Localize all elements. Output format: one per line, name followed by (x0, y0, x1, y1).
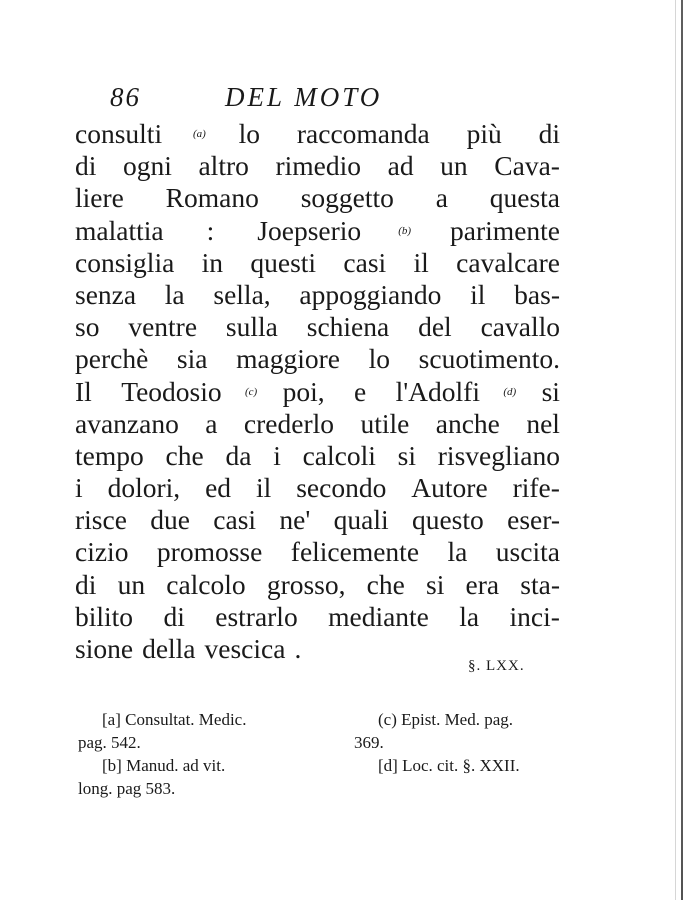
text-line (75, 472, 560, 504)
text-line (75, 343, 560, 375)
word: ne' (279, 504, 311, 536)
word: ventre (128, 311, 198, 343)
word: consiglia (75, 246, 175, 278)
text-line (75, 311, 560, 343)
word: sta- (520, 568, 560, 600)
word: so (75, 311, 100, 343)
word: cavalcare (456, 246, 560, 278)
footnote-line: [d] Loc. cit. §. XXII. (378, 756, 520, 775)
word: rimedio (275, 150, 362, 182)
word: si (397, 439, 416, 471)
footnote-line: [b] Manud. ad vit. (102, 756, 226, 775)
page-number: 86 (110, 82, 141, 112)
word: : (206, 214, 215, 246)
word: si (541, 375, 560, 407)
word: parimente (450, 214, 560, 246)
word: sia (176, 343, 208, 375)
word: sulla (225, 311, 278, 343)
word: la (164, 278, 185, 310)
word: vescica (204, 633, 286, 664)
word: calcoli (302, 439, 376, 471)
word: risvegliano (437, 439, 560, 471)
word: era (465, 568, 500, 600)
word: della (142, 633, 196, 664)
word: appoggiando (299, 278, 442, 310)
word: a (435, 182, 448, 214)
word: liere (75, 182, 124, 214)
text-line (75, 150, 560, 182)
footnotes-right-column (354, 708, 569, 777)
word: un (117, 568, 146, 600)
word: sella, (213, 278, 271, 310)
text-line (75, 408, 560, 440)
footnotes-left-column (78, 708, 328, 800)
word: che (366, 568, 405, 600)
word: che (165, 439, 204, 471)
word: utile (360, 407, 410, 439)
word: quali (333, 504, 389, 536)
word: bas- (514, 278, 560, 310)
word: dolori, (107, 472, 181, 504)
word: grosso, (266, 568, 346, 600)
word: questo (411, 504, 484, 536)
word: poi, (282, 375, 325, 407)
word: malattia (75, 214, 164, 246)
word: consulti (75, 118, 163, 149)
word: avanzano (75, 407, 179, 439)
text-line (75, 601, 560, 633)
word: ogni (122, 150, 172, 182)
word: Romano (165, 182, 259, 214)
word: a (205, 407, 218, 439)
word: lo (368, 343, 391, 375)
footnote-line: pag. 542. (78, 733, 141, 752)
footnote-line: (c) Epist. Med. pag. (378, 710, 514, 729)
word: i (75, 472, 83, 504)
word: di (538, 118, 560, 149)
word: il (413, 246, 429, 278)
word: questa (489, 182, 560, 214)
word: scuotimento. (418, 343, 560, 375)
word: più (466, 118, 502, 149)
word: altro (198, 150, 249, 182)
word: Autore (411, 472, 488, 504)
word: questi (250, 246, 317, 278)
word: un (440, 150, 468, 182)
running-head (110, 82, 440, 122)
word: e (353, 375, 367, 407)
text-line (75, 440, 560, 472)
text-line (75, 182, 560, 214)
word: cavallo (480, 311, 560, 343)
word: rife- (512, 472, 560, 504)
text-line (75, 504, 560, 536)
word: . (294, 633, 302, 664)
word: schiena (306, 311, 390, 343)
footnote-line: 369. (354, 733, 384, 752)
running-title: DEL MOTO (225, 82, 383, 112)
word: promosse (156, 536, 263, 568)
text-line (75, 569, 560, 601)
text-line (75, 118, 560, 150)
body-text (75, 118, 560, 665)
word: i (273, 439, 281, 471)
footnote-line: long. pag 583. (78, 779, 176, 798)
footnote-reference: (a) (192, 128, 206, 140)
word: perchè (75, 343, 149, 375)
binding-edge (681, 0, 683, 900)
word: mediante (328, 600, 429, 632)
word: inci- (509, 600, 560, 632)
word: maggiore (236, 343, 340, 375)
word: raccomanda (296, 118, 430, 149)
word: di (75, 568, 97, 600)
word: anche (435, 407, 500, 439)
word: Il (75, 375, 92, 407)
word: si (426, 568, 445, 600)
word: risce (75, 504, 127, 536)
word: la (447, 536, 468, 568)
word: nel (526, 407, 560, 439)
text-line (75, 376, 560, 408)
word: del (418, 311, 452, 343)
word: tempo (75, 439, 144, 471)
catchword: §. LXX. (468, 658, 525, 674)
word: il (256, 472, 272, 504)
word: il (470, 278, 486, 310)
text-line (75, 536, 560, 568)
word: felicemente (290, 536, 420, 568)
word: Cava- (494, 150, 560, 182)
word: sione (75, 633, 134, 664)
word: estrarlo (215, 600, 298, 632)
text-line (75, 247, 560, 279)
footnote-reference: (b) (398, 224, 412, 237)
word: di (163, 600, 185, 632)
text-line (75, 215, 560, 247)
text-line (75, 279, 560, 311)
word: cizio (75, 536, 129, 568)
word: l'Adolfi (395, 375, 480, 407)
word: in (201, 246, 224, 278)
word: di (75, 150, 97, 182)
word: casi (213, 504, 257, 536)
word: ed (205, 472, 232, 504)
word: calcolo (166, 568, 246, 600)
word: secondo (296, 472, 387, 504)
word: lo (238, 118, 261, 149)
word: ad (387, 150, 414, 182)
binding-shadow (675, 0, 676, 900)
word: soggetto (300, 182, 394, 214)
word: casi (343, 246, 387, 278)
footnote-line: [a] Consultat. Medic. (102, 710, 247, 729)
word: eser- (507, 504, 560, 536)
word: crederlo (243, 407, 334, 439)
footnote-reference: (d) (503, 385, 517, 398)
word: senza (75, 278, 137, 310)
word: bilito (75, 600, 134, 632)
word: due (150, 504, 190, 536)
word: Joepserio (257, 214, 362, 246)
word: da (225, 439, 252, 471)
word: uscita (495, 536, 560, 568)
word: la (459, 600, 480, 632)
word: Teodosio (121, 375, 222, 407)
footnote-reference: (c) (245, 385, 258, 398)
